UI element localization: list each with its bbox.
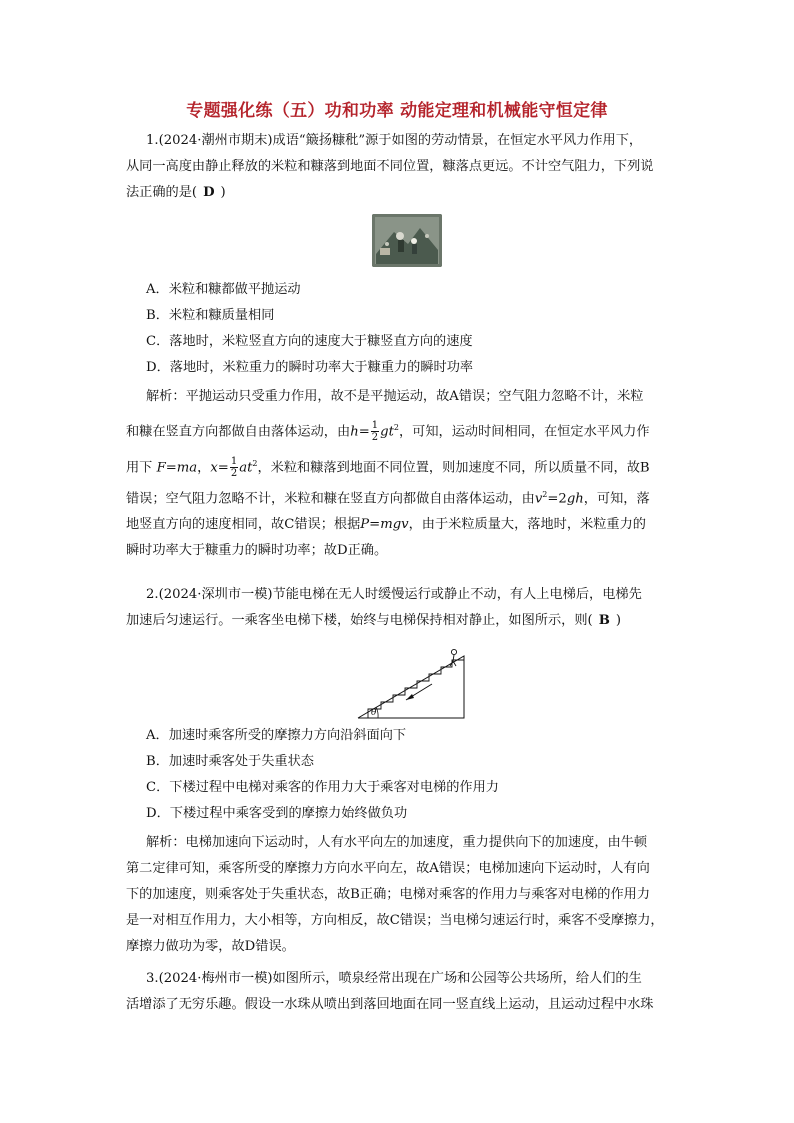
question-2-option-d: D．下楼过程中乘客受到的摩擦力始终做负功	[146, 806, 408, 821]
question-2-answer: B	[598, 613, 610, 628]
fraction-half: $\frac{1}{2}$	[371, 420, 379, 444]
question-1	[126, 128, 678, 206]
analysis-1-line-5: 地竖直方向的速度相同，故C错误；根据P=mgv，由于米粒质量大，落地时，米粒重力的	[126, 517, 646, 533]
analysis-2-line-2: 第二定律可知，乘客所受的摩擦力方向水平向左，故A错误；电梯加速向下运动时，人有向	[126, 861, 650, 876]
question-2-line-2: 加速后匀速运行。一乘客坐电梯下楼，始终与电梯保持相对静止，如图所示，则( B )	[126, 608, 678, 634]
question-1-line-2: 从同一高度由静止释放的米粒和糠落到地面不同位置，糠落点更远。不计空气阻力，下列说	[126, 159, 654, 174]
fraction-half: $\frac{1}{2}$	[230, 456, 238, 480]
escalator-diagram	[356, 646, 468, 724]
analysis-2-line-4: 是一对相互作用力，大小相等，方向相反，故C错误；当电梯匀速运行时，乘客不受摩擦力，	[126, 913, 664, 928]
question-3	[126, 966, 678, 1018]
question-2-option-b: B．加速时乘客处于失重状态	[146, 754, 314, 769]
question-3-line-1: 3.(2024·梅州市一模)如图所示，喷泉经常出现在广场和公园等公共场所，给人们的生	[146, 971, 642, 986]
analysis-1-line-4: 错误；空气阻力忽略不计，米粒和糠在竖直方向都做自由落体运动，由$v^2=2gh$，可知，落	[126, 490, 650, 507]
question-1-analysis	[126, 384, 678, 564]
analysis-1-line-3: 用下 F=ma，x= $\frac{1}{2}$ $at^2$，米粒和糠落到地面不同位置，则加速度不同，所以质量不同，故B	[126, 456, 650, 480]
analysis-2-line-5: 摩擦力做功为零，故D错误。	[126, 939, 295, 954]
question-2-line-1: 2.(2024·深圳市一模)节能电梯在无人时缓慢运行或静止不动，有人上电梯后，电梯先	[146, 587, 642, 602]
question-1-line-1: 1.(2024·潮州市期末)成语“簸扬糠秕”源于如图的劳动情景，在恒定水平风力作用下，	[146, 133, 643, 148]
analysis-1-line-6: 瞬时功率大于糠重力的瞬时功率；故D正确。	[126, 543, 388, 559]
question-2-analysis	[126, 830, 678, 960]
question-1-option-c: C．落地时，米粒竖直方向的速度大于糠竖直方向的速度	[146, 334, 473, 349]
question-1-option-a: A．米粒和糠都做平抛运动	[146, 282, 301, 297]
question-2-option-a: A．加速时乘客所受的摩擦力方向沿斜面向下	[146, 728, 407, 743]
question-2-option-c: C．下楼过程中电梯对乘客的作用力大于乘客对电梯的作用力	[146, 780, 499, 795]
question-1-answer: D	[203, 185, 215, 200]
analysis-2-line-3: 下的加速度，则乘客处于失重状态，故B正确；电梯对乘客的作用力与乘客对电梯的作用力	[126, 887, 650, 902]
analysis-1-line-1: 解析：平抛运动只受重力作用，故不是平抛运动，故A错误；空气阻力忽略不计，米粒	[146, 389, 644, 404]
question-1-option-d: D．落地时，米粒重力的瞬时功率大于糠重力的瞬时功率	[146, 360, 474, 375]
question-3-line-2: 活增添了无穷乐趣。假设一水珠从喷出到落回地面在同一竖直线上运动，且运动过程中水珠	[126, 997, 654, 1012]
question-1-line-3: 法正确的是( D )	[126, 180, 678, 206]
winnowing-photo	[372, 214, 442, 267]
analysis-1-line-2: 和糠在竖直方向都做自由落体运动，由h= $\frac{1}{2}$ $gt^2$，可知，运动时间相同，在恒定水平风力作	[126, 420, 650, 444]
question-2	[126, 582, 678, 634]
angle-theta-label: θ	[371, 708, 377, 718]
analysis-2-line-1: 解析：电梯加速向下运动时，人有水平向左的加速度，重力提供向下的加速度，由牛顿	[146, 835, 648, 850]
question-1-option-b: B．米粒和糠质量相同	[146, 308, 275, 323]
page-title: 专题强化练（五）功和功率 动能定理和机械能守恒定律	[186, 101, 608, 121]
